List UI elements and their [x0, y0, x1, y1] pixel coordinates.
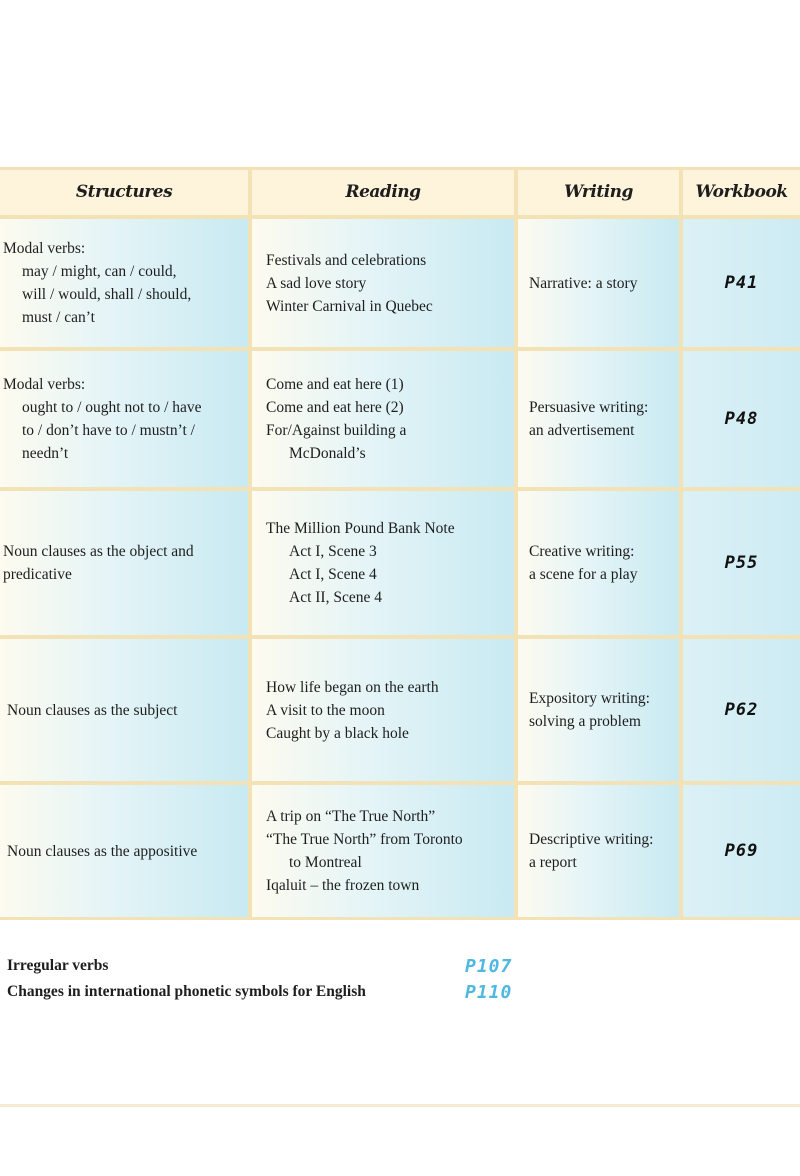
structure-line: Noun clauses as the subject	[7, 701, 178, 719]
workbook-cell	[683, 639, 800, 781]
reading-line: Winter Carnival in Quebec	[266, 297, 433, 315]
reading-line: Act II, Scene 4	[289, 589, 382, 606]
reading-line: A trip on “The True North”	[266, 808, 436, 825]
structure-line: Noun clauses as the appositive	[7, 842, 198, 860]
reading-line: Festivals and celebrations	[266, 251, 427, 269]
writing-line: an advertisement	[529, 422, 635, 439]
structure-line: predicative	[3, 566, 72, 583]
workbook-page: P55	[724, 552, 759, 573]
header-workbook: Workbook	[683, 170, 800, 215]
structure-line: ought to / ought not to / have	[22, 399, 202, 416]
workbook-page: P62	[724, 699, 759, 720]
reading-line: A visit to the moon	[266, 701, 385, 719]
writing-line: Narrative: a story	[529, 274, 638, 292]
writing-line: solving a problem	[529, 713, 641, 730]
structures-cell	[0, 491, 248, 635]
structures-cell	[0, 219, 248, 347]
reading-cell	[252, 491, 514, 635]
table-row	[0, 639, 800, 781]
table-row	[0, 219, 800, 347]
structures-cell	[0, 785, 248, 917]
reading-cell	[252, 351, 514, 487]
writing-line: Expository writing:	[529, 690, 650, 707]
reading-cell	[252, 785, 514, 917]
structure-line: Modal verbs:	[3, 240, 86, 257]
appendix-page-link[interactable]: P110	[465, 982, 513, 1003]
writing-cell	[518, 639, 679, 781]
header-reading: Reading	[252, 170, 514, 215]
appendix-list	[7, 957, 707, 1009]
header-writing: Writing	[518, 170, 679, 215]
writing-line: a report	[529, 854, 577, 871]
structure-line: may / might, can / could,	[22, 263, 177, 280]
reading-line: Come and eat here (2)	[266, 399, 404, 416]
structure-line: Modal verbs:	[3, 376, 86, 393]
appendix-label: Changes in international phonetic symbols for English	[7, 983, 366, 1000]
workbook-page: P48	[724, 408, 759, 429]
reading-line: McDonald’s	[289, 445, 366, 462]
table-row	[0, 785, 800, 917]
structures-cell	[0, 351, 248, 487]
reading-line: “The True North” from Toronto	[266, 831, 463, 848]
writing-line: a scene for a play	[529, 566, 638, 583]
workbook-cell	[683, 785, 800, 917]
reading-line: Iqaluit – the frozen town	[266, 877, 420, 894]
reading-line: A sad love story	[266, 274, 367, 292]
writing-line: Persuasive writing:	[529, 399, 649, 416]
appendix-label: Irregular verbs	[7, 957, 109, 974]
workbook-cell	[683, 351, 800, 487]
workbook-cell	[683, 219, 800, 347]
writing-cell	[518, 491, 679, 635]
writing-cell	[518, 219, 679, 347]
workbook-page: P41	[724, 272, 759, 293]
header-structures: Structures	[0, 170, 248, 215]
reading-line: The Million Pound Bank Note	[266, 520, 455, 537]
reading-cell	[252, 639, 514, 781]
workbook-cell	[683, 491, 800, 635]
writing-line: Descriptive writing:	[529, 831, 654, 848]
structure-line: will / would, shall / should,	[22, 286, 192, 303]
table-row	[0, 491, 800, 635]
writing-line: Creative writing:	[529, 543, 635, 560]
structure-line: to / don’t have to / mustn’t /	[22, 422, 195, 439]
reading-line: Caught by a black hole	[266, 724, 409, 742]
reading-line: to Montreal	[289, 854, 362, 871]
structure-line: Noun clauses as the object and	[3, 543, 194, 560]
structures-cell	[0, 639, 248, 781]
reading-line: Act I, Scene 4	[289, 566, 377, 583]
bottom-divider	[0, 1104, 800, 1107]
appendix-page-link[interactable]: P107	[465, 956, 513, 977]
reading-line: For/Against building a	[266, 422, 407, 439]
structure-line: must / can’t	[22, 309, 95, 326]
reading-line: How life began on the earth	[266, 678, 439, 696]
reading-line: Act I, Scene 3	[289, 543, 377, 560]
structure-line: needn’t	[22, 445, 69, 462]
workbook-page: P69	[724, 840, 759, 861]
header-row	[0, 170, 800, 215]
contents-table	[0, 167, 800, 920]
appendix-item	[7, 983, 707, 1009]
reading-line: Come and eat here (1)	[266, 376, 404, 393]
appendix-item	[7, 957, 707, 983]
writing-cell	[518, 351, 679, 487]
table-row	[0, 351, 800, 487]
reading-cell	[252, 219, 514, 347]
writing-cell	[518, 785, 679, 917]
